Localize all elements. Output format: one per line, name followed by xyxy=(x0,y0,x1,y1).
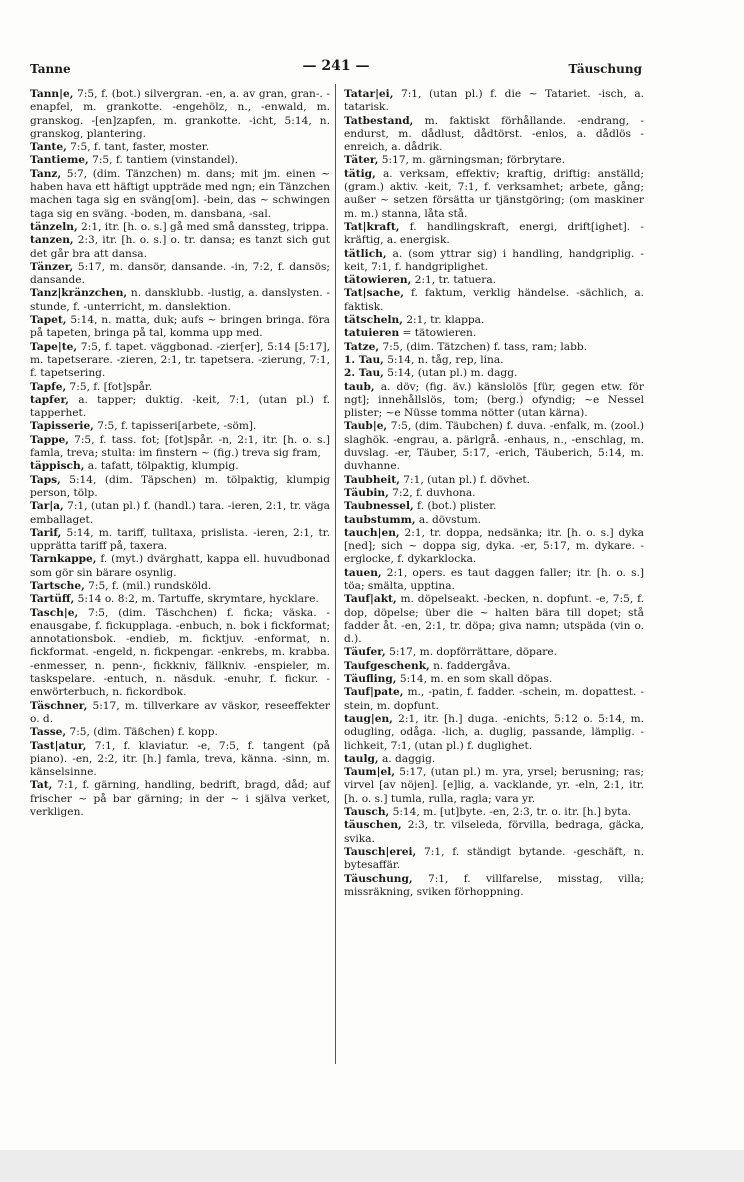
dictionary-entry xyxy=(344,500,644,513)
entry-headword: Täufling, xyxy=(344,673,397,686)
entry-definition: m. faktiskt förhållande. -endrang, -endurst, m. dådlust, dådtörst. -enlos, a. dådlös -enreich, a. dådrik. xyxy=(344,114,644,154)
entry-headword: Tausch, xyxy=(344,806,390,819)
dictionary-entry xyxy=(344,713,644,753)
entry-definition: 2:1, itr. [h. o. s.] gå med små danssteg, trippa. xyxy=(81,220,329,233)
dictionary-entry xyxy=(30,434,330,461)
dictionary-entry xyxy=(344,873,644,900)
dictionary-entry xyxy=(344,381,644,421)
entry-definition: f. faktum, verklig händelse. -sächlich, a. faktisk. xyxy=(344,287,644,313)
right-column xyxy=(344,88,644,899)
entry-headword: Tatar|ei, xyxy=(344,88,394,100)
entry-definition: 7:1, (utan pl.) f. dövhet. xyxy=(403,473,530,486)
dictionary-entry xyxy=(344,221,644,248)
entry-headword: Taub|e, xyxy=(344,420,388,433)
entry-headword: Taufgeschenk, xyxy=(344,659,430,672)
entry-definition: 7:1, f. ständigt bytande. -geschäft, n. bytesaffär. xyxy=(344,845,644,872)
dictionary-entry xyxy=(30,394,330,421)
entry-headword: Taubnessel, xyxy=(344,500,414,513)
entry-definition: f. (myt.) dvärghatt, kappa ell. huvudbonad som gör sin bärare osynlig. xyxy=(30,553,330,579)
entry-definition: a. tapper; duktig. -keit, 7:1, (utan pl.) f. tapperhet. xyxy=(30,393,330,420)
entry-definition: 7:1, f. klaviatur. -e, 7:5, f. tangent (på piano). -en, 2:2, itr. [h.] famla, treva, känna. -sinn, m. känselsinne. xyxy=(30,739,331,779)
entry-headword: Tapet, xyxy=(30,314,67,327)
entry-definition: = tätowieren. xyxy=(402,327,477,340)
dictionary-entry xyxy=(30,287,330,314)
dictionary-entry xyxy=(344,420,644,473)
entry-headword: Tast|atur, xyxy=(30,739,87,752)
entry-headword: täuschen, xyxy=(344,819,402,832)
entry-definition: 7:5, f. [fot]spår. xyxy=(69,380,153,393)
dictionary-entry xyxy=(30,460,330,473)
entry-headword: täppisch, xyxy=(30,460,85,473)
entry-definition: 7:5, (dim. Tätzchen) f. tass, ram; labb. xyxy=(382,340,588,353)
dictionary-entry xyxy=(344,487,644,500)
entry-definition: 5:17, m. dansör, dansande. -in, 7:2, f. dansös; dansande. xyxy=(30,260,330,287)
entry-headword: Tat|kraft, xyxy=(344,220,400,233)
dictionary-entry xyxy=(344,686,644,713)
dictionary-entry xyxy=(344,354,644,367)
dictionary-entry xyxy=(30,500,330,527)
entry-definition: 5:17, m. tillverkare av väskor, reseeffekter o. d. xyxy=(30,699,330,725)
dictionary-entry xyxy=(30,221,330,234)
entry-headword: Taubheit, xyxy=(344,473,400,486)
entry-definition: 7:1, (utan pl.) f. (handl.) tara. -ieren, 2:1, tr. väga emballaget. xyxy=(30,500,330,526)
dictionary-entry xyxy=(30,381,330,394)
entry-definition: 2:1, itr. [h.] duga. -enichts, 5:12 o. 5:14, m. odugling, odåga. -lich, a. duglig, passande, lämplig. -lichkeit, 7:1, (utan pl.) f. duglighet. xyxy=(344,712,644,752)
dictionary-entry xyxy=(30,726,330,739)
entry-definition: 7:5, (dim. Täschchen) f. ficka; väska. -enausgabe, f. fickupplaga. -enbuch, n. bok i fickformat; annotationsbok. -endieb, m. ficktjuv. -enformat, n. fickformat. -engeld, n. fickpengar. -enkrebs, m. krabba. -enmesser, n. penn-, fickkniv, fällkniv. -enspieler, m. taskspelare. -entuch, n. näsduk. -enuhr, f. fickur. -enwörterbuch, n. fickordbok. xyxy=(30,606,330,699)
dictionary-entry xyxy=(30,168,330,221)
entry-definition: 2:1, tr. doppa, nedsänka; itr. [h. o. s.] dyka [ned]; sich ~ doppa sig, dyka. -er, 5:17, m. dykare. -erglocke, f. dykarklocka. xyxy=(344,526,644,566)
entry-definition: 7:5, f. tapet. väggbonad. -zier[er], 5:14 [5:17], m. tapetserare. -zieren, 2:1, tr. tapetsera. -zierung, 7:1, f. tapetsering. xyxy=(30,340,330,380)
left-column xyxy=(30,88,330,819)
entry-definition: 5:14, n. tåg, rep, lina. xyxy=(387,353,504,366)
page-header xyxy=(30,58,642,80)
entry-headword: tätig, xyxy=(344,167,376,180)
dictionary-entry xyxy=(344,474,644,487)
dictionary-entry xyxy=(344,819,644,846)
dictionary-entry xyxy=(344,593,644,646)
entry-headword: Tasse, xyxy=(30,726,67,739)
dictionary-entry xyxy=(344,274,644,287)
entry-definition: 7:5, f. (bot.) silvergran. -en, a. av gran, gran-. -enapfel, m. grankotte. -engehölz, n., -enwald, m. granskog. -[en]zapfen, m. grankotte. -icht, 5:14, n. granskog, plantering. xyxy=(30,88,331,140)
entry-headword: tätowieren, xyxy=(344,274,412,287)
entry-headword: tänzeln, xyxy=(30,220,78,233)
entry-definition: a. (som yttrar sig) i handling, handgriplig. -keit, 7:1, f. handgriplighet. xyxy=(344,247,644,273)
dictionary-entry xyxy=(344,527,644,567)
entry-headword: Tartsche, xyxy=(30,579,85,592)
page-number: — 241 — xyxy=(302,58,370,74)
entry-definition: 5:14, (dim. Täpschen) m. tölpaktig, klumpig person, tölp. xyxy=(30,473,330,499)
entry-definition: a. dövstum. xyxy=(418,513,482,526)
entry-headword: Tauf|akt, xyxy=(344,593,397,606)
dictionary-entry xyxy=(30,341,330,381)
entry-definition: a. döv; (fig. äv.) känslolös [für, gegen etw. för ngt]; innehållslös, tom; (berg.) ofyndig; ~e Nessel plister; ~e Nüsse tomma nötter (utan kärna). xyxy=(344,380,644,420)
entry-headword: tauch|en, xyxy=(344,526,400,539)
entry-headword: Tann|e, xyxy=(30,88,74,100)
dictionary-entry xyxy=(344,115,644,155)
entry-headword: Tasch|e, xyxy=(30,606,79,619)
entry-headword: Tartüff, xyxy=(30,593,75,606)
entry-definition: 7:5, (dim. Täubchen) f. duva. -enfalk, m. (zool.) slaghök. -engrau, a. pärlgrå. -enhaus, n., -enschlag, m. duvslag. -er, Täuber, 5:17, -erich, Täuberich, 5:14, m. duvhanne. xyxy=(344,420,645,473)
entry-definition: 7:1, f. gärning, handling, bedrift, bragd, dåd; auf frischer ~ på bar gärning; in der ~ i själva verket, verkligen. xyxy=(30,779,330,819)
entry-headword: Tapfe, xyxy=(30,380,67,393)
header-right-guideword: Täuschung xyxy=(568,62,642,76)
entry-headword: 2. Tau, xyxy=(344,367,384,380)
entry-headword: Täufer, xyxy=(344,646,386,659)
dictionary-entry xyxy=(30,553,330,580)
entry-headword: tanzen, xyxy=(30,234,74,247)
entry-definition: a. verksam, effektiv; kraftig, driftig: anställd; (gram.) aktiv. -keit, 7:1, f. verksamhet; arbete, gång; außer ~ setzen försätta ur tjänstgöring; (om maskiner m. m.) stanna, låta stå. xyxy=(344,167,644,220)
entry-headword: Tat, xyxy=(30,779,53,792)
dictionary-entry xyxy=(344,327,644,340)
entry-definition: 7:5, f. tant, faster, moster. xyxy=(70,141,210,154)
dictionary-entry xyxy=(30,700,330,727)
entry-definition: 2:1, tr. klappa. xyxy=(406,314,485,327)
entry-definition: 5:7, (dim. Tänzchen) m. dans; mit jm. einen ~ haben hava ett häftigt uppträde med ngn; ein Tänzchen machen taga sig en sväng[om]. -bein, das ~ schwingen taga sig en sväng. -boden, m. dansbana, -sal. xyxy=(30,167,330,220)
dictionary-entry xyxy=(344,367,644,380)
dictionary-entry xyxy=(344,168,644,221)
dictionary-entry xyxy=(30,88,330,141)
entry-definition: 7:5, f. tass. fot; [fot]spår. -n, 2:1, itr. [h. o. s.] famla, treva; stulta: im finstern ~ (fig.) treva sig fram, xyxy=(30,433,330,460)
dictionary-entry xyxy=(30,779,330,819)
entry-headword: Tanz, xyxy=(30,167,62,180)
dictionary-entry xyxy=(344,341,644,354)
dictionary-entry xyxy=(344,846,644,873)
entry-definition: 2:3, tr. vilseleda, förvilla, bedraga, gäcka, svika. xyxy=(344,819,645,845)
dictionary-entry xyxy=(30,141,330,154)
entry-definition: m. döpelseakt. -becken, n. dopfunt. -e, 7:5, f. dop, döpelse; über die ~ halten bära till dopet; stå fadder åt. -en, 2:1, tr. döpa; giva namn; utspäda (vin o. d.). xyxy=(344,593,644,646)
dictionary-entry xyxy=(30,261,330,288)
dictionary-entry xyxy=(30,474,330,501)
entry-headword: Tappe, xyxy=(30,433,69,446)
entry-definition: 5:14, m. en som skall döpas. xyxy=(399,673,553,686)
entry-definition: f. handlingskraft, energi, drift[ighet]. -kräftig, a. energisk. xyxy=(344,220,644,247)
entry-headword: Tante, xyxy=(30,141,67,154)
header-left-guideword: Tanne xyxy=(30,62,71,76)
dictionary-entry xyxy=(30,527,330,554)
entry-definition: 5:14, m. [ut]byte. -en, 2:3, tr. o. itr. [h.] byta. xyxy=(392,806,632,819)
entry-headword: Täter, xyxy=(344,154,379,167)
entry-headword: tapfer, xyxy=(30,393,69,406)
entry-definition: 2:1, tr. tatuera. xyxy=(414,274,497,287)
entry-headword: Tantieme, xyxy=(30,154,89,167)
entry-definition: 7:5, f. tapisseri[arbete, -söm]. xyxy=(97,420,257,433)
entry-definition: 2:3, itr. [h. o. s.] o. tr. dansa; es tanzt sich gut det går bra att dansa. xyxy=(30,234,330,260)
entry-definition: 5:14, n. matta, duk; aufs ~ bringen bringa. föra på tapeten, bringa på tal, komma upp med. xyxy=(30,314,330,340)
entry-headword: Täubin, xyxy=(344,486,389,499)
entry-definition: 5:17, m. gärningsman; förbrytare. xyxy=(381,154,566,167)
dictionary-entry xyxy=(344,287,644,314)
column-divider xyxy=(335,84,336,1064)
entry-headword: 1. Tau, xyxy=(344,353,384,366)
entry-headword: Tatbestand, xyxy=(344,114,414,127)
dictionary-entry xyxy=(30,314,330,341)
entry-definition: n. dansklubb. -lustig, a. danslysten. -stunde, f. -unterricht, m. danslektion. xyxy=(30,287,330,313)
entry-headword: taubstumm, xyxy=(344,513,416,526)
entry-headword: Tarnkappe, xyxy=(30,553,97,566)
entry-headword: Tapisserie, xyxy=(30,420,94,433)
entry-headword: tauen, xyxy=(344,566,382,579)
dictionary-entry xyxy=(30,420,330,433)
entry-definition: 7:5, f. tantiem (vinstandel). xyxy=(92,154,238,167)
dictionary-entry xyxy=(344,806,644,819)
entry-headword: tätscheln, xyxy=(344,314,403,327)
dictionary-entry xyxy=(344,514,644,527)
dictionary-entry xyxy=(30,593,330,606)
dictionary-entry xyxy=(30,234,330,261)
entry-headword: Täuschung, xyxy=(344,872,413,885)
scan-bottom-edge xyxy=(0,1150,744,1182)
entry-definition: m., -patin, f. fadder. -schein, m. dopattest. -stein, m. dopfunt. xyxy=(344,686,645,712)
entry-definition: 5:14, m. tariff, tulltaxa, prislista. -ieren, 2:1, tr. upprätta tariff på, taxera. xyxy=(30,526,331,553)
entry-headword: taub, xyxy=(344,380,375,393)
entry-definition: 7:2, f. duvhona. xyxy=(392,486,476,499)
dictionary-entry xyxy=(344,673,644,686)
dictionary-entry xyxy=(344,660,644,673)
dictionary-entry xyxy=(344,248,644,275)
dictionary-entry xyxy=(30,580,330,593)
dictionary-entry xyxy=(344,154,644,167)
entry-definition: 5:17, m. dopförrättare, döpare. xyxy=(389,646,557,659)
dictionary-entry xyxy=(344,88,644,115)
dictionary-entry xyxy=(30,607,330,700)
entry-definition: a. tafatt, tölpaktig, klumpig. xyxy=(87,460,239,473)
entry-headword: Tausch|erei, xyxy=(344,845,417,858)
entry-definition: a. daggig. xyxy=(381,752,436,765)
entry-definition: 7:1, (utan pl.) f. die ~ Tatariet. -isch, a. tatarisk. xyxy=(344,88,644,114)
entry-headword: tätlich, xyxy=(344,247,387,260)
dictionary-entry xyxy=(344,567,644,594)
entry-headword: Tauf|pate, xyxy=(344,686,404,699)
entry-definition: 5:14, (utan pl.) m. dagg. xyxy=(387,367,518,380)
dictionary-entry xyxy=(30,740,330,780)
entry-headword: Tänzer, xyxy=(30,260,74,273)
dictionary-entry xyxy=(344,646,644,659)
entry-headword: Tatze, xyxy=(344,340,380,353)
entry-headword: Täschner, xyxy=(30,699,88,712)
dictionary-entry xyxy=(344,753,644,766)
entry-headword: taulg, xyxy=(344,752,379,765)
dictionary-entry xyxy=(344,766,644,806)
entry-headword: Taum|el, xyxy=(344,766,395,779)
entry-definition: f. (bot.) plister. xyxy=(417,500,497,513)
entry-headword: tatuieren xyxy=(344,327,400,340)
entry-definition: 5:14 o. 8:2, m. Tartuffe, skrymtare, hycklare. xyxy=(77,593,319,606)
entry-definition: n. faddergåva. xyxy=(433,659,511,672)
entry-headword: Tarif, xyxy=(30,526,62,539)
entry-definition: 7:5, (dim. Täßchen) f. kopp. xyxy=(69,726,218,739)
dictionary-entry xyxy=(344,314,644,327)
entry-headword: taug|en, xyxy=(344,712,393,725)
entry-headword: Tat|sache, xyxy=(344,287,404,300)
entry-definition: 2:1, opers. es taut daggen faller; itr. [h. o. s.] töa; smälta, upptina. xyxy=(344,566,645,592)
dictionary-entry xyxy=(30,154,330,167)
entry-headword: Tanz|kränzchen, xyxy=(30,287,128,300)
entry-definition: 5:17, (utan pl.) m. yra, yrsel; berusning; ras; virvel [av nöjen]. [e]lig, a. vacklande, yr. -eln, 2:1, itr. [h. o. s.] tumla, rulla, ragla; vara yr. xyxy=(344,766,644,805)
entry-headword: Taps, xyxy=(30,473,61,486)
entry-headword: Tape|te, xyxy=(30,340,78,353)
entry-definition: 7:1, f. villfarelse, misstag, villa; missräkning, sviken förhoppning. xyxy=(344,872,644,898)
entry-headword: Tar|a, xyxy=(30,500,64,513)
entry-definition: 7:5, f. (mil.) rundsköld. xyxy=(88,579,212,592)
